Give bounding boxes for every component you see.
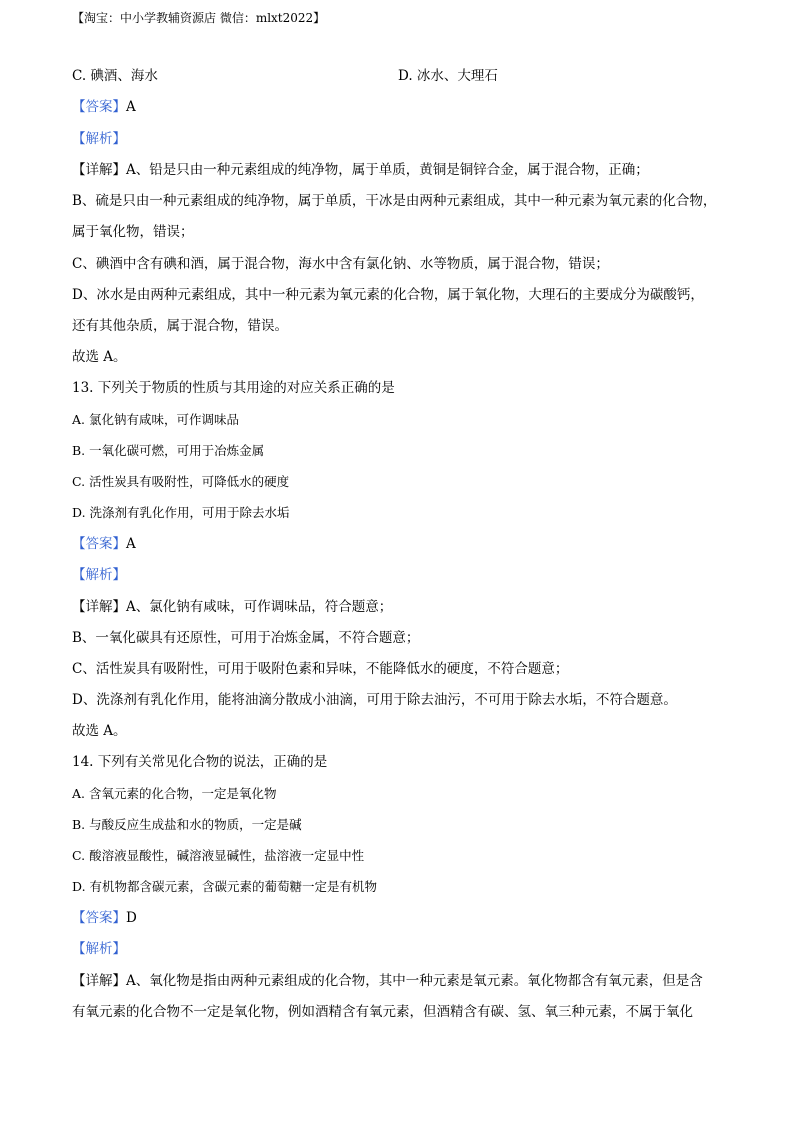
- q13-option-c: C. 活性炭具有吸附性，可降低水的硬度: [72, 474, 290, 489]
- q14-option-c: C. 酸溶液显酸性，碱溶液显碱性，盐溶液一定显中性: [72, 848, 365, 863]
- q14-analysis-label: 【解析】: [72, 941, 126, 957]
- answer-label: 【答案】: [72, 99, 126, 115]
- detail-text: A、氧化物是指由两种元素组成的化合物，其中一种元素是氧元素。氧化物都含有氧元素，但是含: [126, 973, 703, 989]
- q12-conclusion: 故选 A。: [72, 349, 127, 365]
- q14-detail-line: 有氧元素的化合物不一定是氧化物，例如酒精含有氧元素，但酒精含有碳、氢、氧三种元素，不属于氧化: [72, 1004, 693, 1020]
- detail-label: 【详解】: [72, 599, 126, 615]
- answer-value: D: [126, 910, 137, 926]
- q12-analysis-label: 【解析】: [72, 131, 126, 147]
- q13-stem: 13. 下列关于物质的性质与其用途的对应关系正确的是: [72, 380, 395, 396]
- detail-text: A、氯化钠有咸味，可作调味品，符合题意；: [126, 599, 393, 615]
- answer-label: 【答案】: [72, 910, 126, 926]
- answer-label: 【答案】: [72, 536, 126, 552]
- q13-detail-line: D、洗涤剂有乳化作用，能将油滴分散成小油滴，可用于除去油污，不可用于除去水垢，不符合题意。: [72, 692, 677, 708]
- q13-option-d: D. 洗涤剂有乳化作用，可用于除去水垢: [72, 505, 290, 520]
- detail-text: A、铅是只由一种元素组成的纯净物，属于单质，黄铜是铜锌合金，属于混合物，正确；: [126, 162, 649, 178]
- q12-detail-line: [72, 160, 649, 180]
- q13-analysis-label: 【解析】: [72, 567, 126, 583]
- q13-conclusion: 故选 A。: [72, 723, 127, 739]
- q14-answer: [72, 908, 137, 928]
- q12-detail-line: B、硫是只由一种元素组成的纯净物，属于单质，干冰是由两种元素组成，其中一种元素为氧元素的化合物，: [72, 193, 717, 209]
- q13-option-a: A. 氯化钠有咸味，可作调味品: [72, 412, 239, 427]
- q12-answer: [72, 97, 136, 117]
- q14-option-b: B. 与酸反应生成盐和水的物质，一定是碱: [72, 817, 302, 832]
- q12-option-d: D. 冰水、大理石: [398, 68, 498, 84]
- q13-detail-line: B、一氧化碳具有还原性，可用于冶炼金属，不符合题意；: [72, 630, 420, 646]
- answer-value: A: [126, 536, 136, 552]
- answer-value: A: [126, 99, 136, 115]
- q14-detail-line: [72, 971, 703, 991]
- q12-detail-line: C、碘酒中含有碘和酒，属于混合物，海水中含有氯化钠、水等物质，属于混合物，错误；: [72, 256, 609, 272]
- q13-detail-line: C、活性炭具有吸附性，可用于吸附色素和异味，不能降低水的硬度，不符合题意；: [72, 661, 569, 677]
- detail-label: 【详解】: [72, 973, 126, 989]
- q12-option-c: C. 碘酒、海水: [72, 68, 158, 84]
- q14-option-a: A. 含氧元素的化合物，一定是氧化物: [72, 786, 277, 801]
- q14-stem: 14. 下列有关常见化合物的说法，正确的是: [72, 754, 328, 770]
- q12-detail-line: 属于氧化物，错误；: [72, 224, 194, 240]
- q13-answer: [72, 534, 136, 554]
- q12-detail-line: D、冰水是由两种元素组成，其中一种元素为氧元素的化合物，属于氧化物，大理石的主要成分为碳酸钙，: [72, 287, 704, 303]
- q13-option-b: B. 一氧化碳可燃，可用于冶炼金属: [72, 443, 265, 458]
- page-header: 【淘宝：中小学教辅资源店 微信：mlxt2022】: [72, 11, 326, 25]
- detail-label: 【详解】: [72, 162, 126, 178]
- q12-detail-line: 还有其他杂质，属于混合物，错误。: [72, 318, 288, 334]
- q14-option-d: D. 有机物都含碳元素，含碳元素的葡萄糖一定是有机物: [72, 879, 378, 894]
- q13-detail-line: [72, 597, 392, 617]
